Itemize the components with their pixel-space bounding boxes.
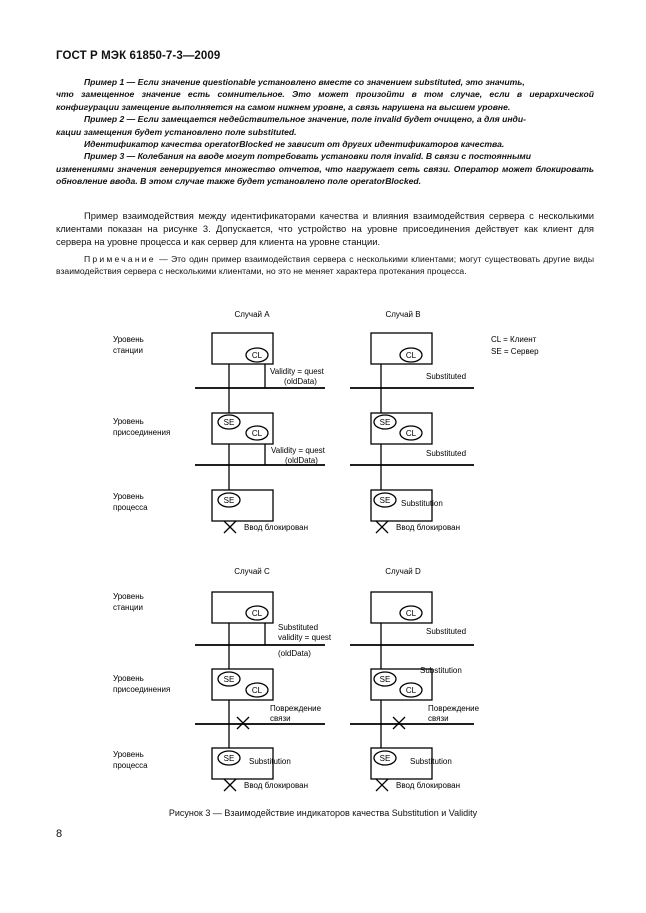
note-text: — Это один пример взаимодействия сервера с несколькими клиентами; могут существовать другие виды взаимодействия сервера с несколькими клиентами, но это не меняет характера протекания процесса. [56,254,594,277]
case-d-substitution: Substitution [410,757,452,766]
case-a-texts [224,351,326,532]
case-a-block-cross [224,521,236,533]
case-d-title: Случай D [385,567,421,576]
case-b-substitution: Substitution [401,499,443,508]
case-d-substitution-bay: Substitution [420,666,462,675]
case-b-block-cross [376,521,388,533]
level-labels-bottom [113,592,170,770]
level-station-line1-b: Уровень [113,592,144,601]
case-a-olddata-1: (oldData) [284,377,317,386]
case-c-se-label: SE [223,675,235,684]
case-a-station-box [212,333,273,364]
level-process-line1: Уровень [113,492,144,501]
level-station-line2-b: станции [113,603,143,612]
case-b-substituted-1: Substituted [426,372,467,381]
case-c-input-blocked: Ввод блокирован [244,781,308,790]
case-d-failure-cross [393,717,405,729]
case-d-failure-line1: Повреждение [428,704,480,713]
case-d-input-blocked: Ввод блокирован [396,781,460,790]
case-d-cl-label-2: CL [405,686,417,695]
note-label: Примечание [84,254,156,264]
case-b-input-blocked: Ввод блокирован [396,523,460,532]
level-process-line1-b: Уровень [113,750,144,759]
case-c-block-cross [224,779,236,791]
example-3-rest: изменениями значения генерируется множество отчетов, что нагружает сеть связи. Оператор может блокировать обновление ввода. В этом случае также будет установлено поле operatorBlocked. [56,163,594,187]
case-d-se-label: SE [379,675,391,684]
case-d-block-cross [376,779,388,791]
example-1-rest: что замещенное значение есть сомнительное. Это может произойти в том случае, если в иерархической конфигурации замещение выполняется на самом нижнем уровне, а связь нарушена на высшем уровне. [56,89,594,112]
example-3-lead: Пример 3 — Колебания на вводе могут потребовать установки поля invalid. В связи с постоянными [84,151,532,162]
case-d-station-box [371,592,432,623]
case-d-failure-line2: связи [428,714,449,723]
level-bay-line1-b: Уровень [113,674,144,683]
operator-blocked-text: Идентификатор качества operatorBlocked не зависит от других идентификаторов качества. [84,139,505,150]
example-2-lead: Пример 2 — Если замещается недействительное значение, поле invalid будет очищено, а для инди- [84,114,526,125]
case-a-se-label: SE [223,418,235,427]
level-station-line2: станции [113,346,143,355]
case-a-validity-1: Validity = quest [270,367,324,376]
example-2-rest: кации замещения будет установлено поле substituted. [56,126,297,137]
level-station-line1: Уровень [113,335,144,344]
case-c-se-label-2: SE [223,754,235,763]
example-1-lead: Пример 1 — Если значение questionable установлено вместе со значением substituted, это значить, [84,77,525,87]
case-c-failure-cross [237,717,249,729]
level-bay-line2-b: присоединения [113,685,171,694]
case-a-cl-label-2: CL [251,429,263,438]
figure-caption: Рисунок 3 — Взаимодействие индикаторов качества Substitution и Validity [168,808,478,818]
case-a-validity-2: Validity = quest [271,446,325,455]
case-b-substituted-2: Substituted [426,449,467,458]
level-labels-top [113,335,170,512]
case-b-cl-label: CL [405,351,417,360]
level-bay-line2: присоединения [113,428,171,437]
case-c-failure-line1: Повреждение [270,704,322,713]
level-process-line2: процесса [113,503,148,512]
case-b-se-label-2: SE [379,496,391,505]
case-a-olddata-2: (oldData) [285,456,318,465]
case-b-se-label: SE [379,418,391,427]
case-a-title: Случай А [234,310,270,319]
case-a-cl-label: CL [251,351,263,360]
legend-cl: CL = Клиент [491,335,537,344]
case-d-substituted: Substituted [426,627,467,636]
document-header: ГОСТ Р МЭК 61850-7-3—2009 [56,50,221,62]
body-paragraph: Пример взаимодействия между идентификаторами качества и влияния взаимодействия сервера с несколькими клиентами показан на рисунке 3. Допускается, что устройство на уровне присоединения действует как клиент для сервера на уровне процесса и как сервер для клиента на уровне станции. [56,210,594,248]
case-d-cl-label: CL [405,609,417,618]
page-number: 8 [56,828,63,840]
case-c-substitution: Substitution [249,757,291,766]
case-b-title: Случай В [385,310,421,319]
level-process-line2-b: процесса [113,761,148,770]
case-a-se-label-2: SE [223,496,235,505]
case-c-validity: validity = quest [278,633,332,642]
case-c-cl-label-2: CL [251,686,263,695]
case-c-olddata: (oldData) [278,649,311,658]
case-c-cl-label: CL [251,609,263,618]
case-d-se-label-2: SE [379,754,391,763]
level-bay-line1: Уровень [113,417,144,426]
case-c-substituted: Substituted [278,623,319,632]
case-b-cl-label-2: CL [405,429,417,438]
legend-se: SE = Сервер [491,347,539,356]
case-a-input-blocked: Ввод блокирован [244,523,308,532]
case-c-failure-line2: связи [270,714,291,723]
case-c-title: Случай С [234,567,270,576]
